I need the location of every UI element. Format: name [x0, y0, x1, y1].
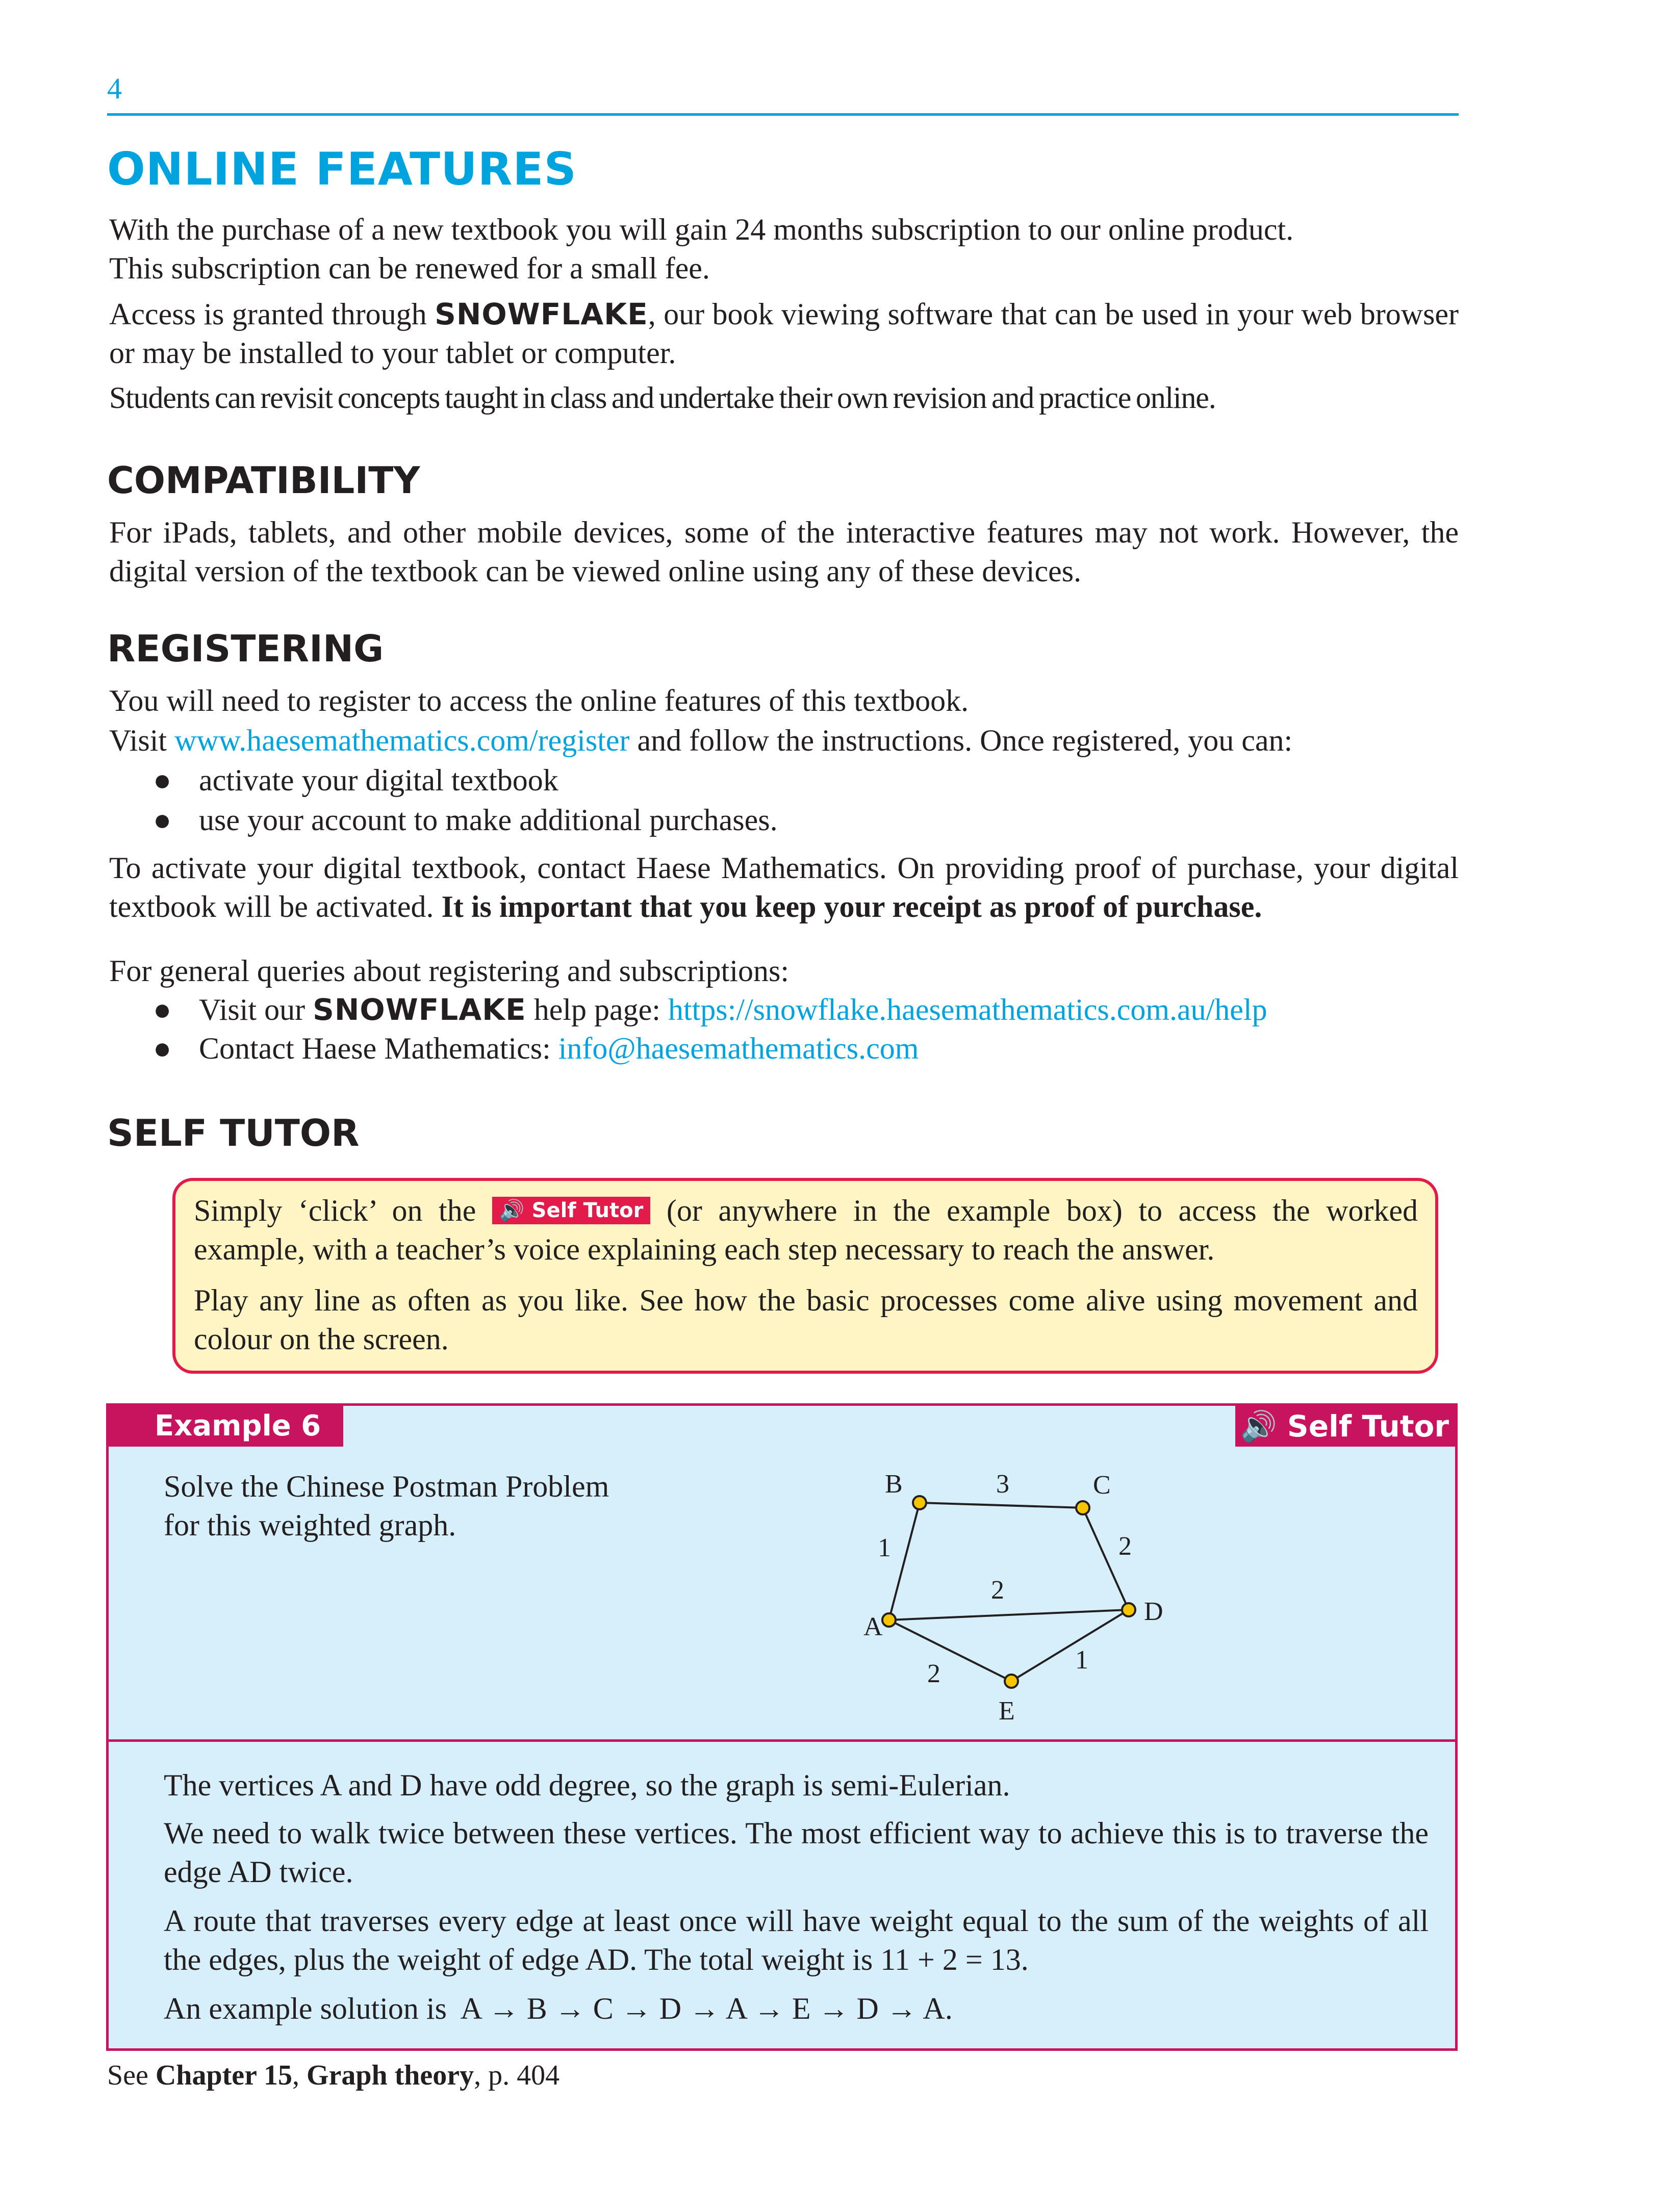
- self-tutor-paragraph-1: Simply ‘click’ on the 🔊 Self Tutor (or anywhere in the example box) to access the worked example, with a teacher’s voice explaining each step necessary to reach the answer.: [194, 1194, 1418, 1266]
- route-vertex: A: [923, 1992, 945, 2025]
- edge-weight-label: 2: [991, 1576, 1004, 1605]
- email-link[interactable]: info@haesemathematics.com: [558, 1032, 919, 1065]
- solution-line-2: We need to walk twice between these vertices. The most efficient way to achieve this is to traverse the edge AD twice.: [164, 1816, 1429, 1889]
- edge-weight-label: 3: [996, 1470, 1009, 1499]
- list-item: ● Visit our SNOWFLAKE help page: https://snowflake.haesemathematics.com.au/help: [153, 990, 1267, 1029]
- header-rule: [107, 113, 1459, 116]
- self-tutor-heading: SELF TUTOR: [107, 1112, 360, 1154]
- chapter-reference: See Chapter 15, Graph theory, p. 404: [107, 2060, 560, 2091]
- edge-weight-label: 2: [1118, 1532, 1132, 1561]
- graph-edge-BC: [920, 1503, 1083, 1508]
- page-title: ONLINE FEATURES: [107, 143, 577, 195]
- edge-weight-label: 1: [1075, 1645, 1088, 1675]
- bullet-icon: ●: [153, 803, 172, 837]
- registering-line-1: You will need to register to access the online features of this textbook.: [109, 684, 969, 717]
- edge-weight-label: 2: [927, 1659, 940, 1688]
- speaker-icon: 🔊: [1240, 1409, 1277, 1444]
- arrow-right-icon: →: [878, 1992, 923, 2025]
- example-box[interactable]: [106, 1403, 1458, 2051]
- graph-vertex-B: [913, 1496, 926, 1509]
- intro-paragraph-2: Access is granted through SNOWFLAKE, our book viewing software that can be used in your web browser or may be installed to your tablet or computer.: [109, 297, 1459, 370]
- list-item: ● Contact Haese Mathematics: info@haesemathematics.com: [153, 1029, 919, 1068]
- intro-paragraph-3: Students can revisit concepts taught in class and undertake their own revision and practice online.: [109, 381, 1216, 415]
- bullet-icon: ●: [153, 993, 172, 1026]
- arrow-right-icon: →: [746, 1992, 792, 2025]
- example-self-tutor-button[interactable]: 🔊 Self Tutor: [1235, 1406, 1456, 1447]
- intro-paragraph-1: With the purchase of a new textbook you will gain 24 months subscription to our online product. This subscription can be renewed for a small fee.: [109, 213, 1294, 285]
- registering-visit-line: Visit www.haesemathematics.com/register and follow the instructions. Once registered, you can:: [109, 724, 1293, 757]
- self-tutor-info-box: [172, 1178, 1438, 1374]
- route-vertex: C: [593, 1992, 614, 2025]
- weighted-graph: [843, 1462, 1302, 1727]
- vertex-label: D: [1144, 1597, 1163, 1626]
- list-item: ● activate your digital textbook: [153, 761, 558, 800]
- activate-paragraph: To activate your digital textbook, contact Haese Mathematics. On providing proof of purchase, your digital textbook will be activated. It is important that you keep your receipt as proof of purchase.: [109, 851, 1459, 923]
- route-vertex: D: [856, 1992, 879, 2025]
- graph-edge-ED: [1011, 1610, 1129, 1681]
- vertex-label: C: [1093, 1471, 1111, 1500]
- arrow-right-icon: →: [480, 1992, 527, 2025]
- example-divider: [109, 1739, 1455, 1742]
- self-tutor-button[interactable]: 🔊 Self Tutor: [492, 1197, 650, 1224]
- vertex-label: A: [863, 1612, 883, 1641]
- registering-heading: REGISTERING: [107, 627, 384, 670]
- graph-vertex-D: [1122, 1603, 1135, 1616]
- vertex-label: E: [999, 1696, 1015, 1726]
- compatibility-heading: COMPATIBILITY: [107, 459, 420, 502]
- register-link[interactable]: www.haesemathematics.com/register: [174, 724, 630, 757]
- snowflake-brand: SNOWFLAKE: [435, 297, 648, 331]
- graph-edge-AE: [889, 1620, 1011, 1681]
- solution-line-3: A route that traverses every edge at least once will have weight equal to the sum of the weights of all the edges, plus the weight of edge AD. The total weight is 11 + 2 = 13.: [164, 1904, 1429, 1976]
- arrow-right-icon: →: [547, 1992, 593, 2025]
- compatibility-text: For iPads, tablets, and other mobile devices, some of the interactive features may not work. However, the digital version of the textbook can be viewed online using any of these devices.: [109, 516, 1459, 588]
- solution-line-1: The vertices A and D have odd degree, so the graph is semi-Eulerian.: [164, 1768, 1010, 1802]
- arrow-right-icon: →: [613, 1992, 659, 2025]
- speaker-icon: 🔊: [499, 1199, 525, 1223]
- edge-weight-label: 1: [878, 1533, 891, 1562]
- route-vertex: D: [659, 1992, 682, 2025]
- graph-edge-AD: [889, 1610, 1129, 1620]
- route-vertex: B: [526, 1992, 547, 2025]
- self-tutor-paragraph-2: Play any line as often as you like. See how the basic processes come alive using movement and colour on the screen.: [194, 1283, 1418, 1356]
- route-vertex: E: [792, 1992, 811, 2025]
- vertex-label: B: [885, 1470, 903, 1499]
- page-number: 4: [107, 72, 122, 105]
- solution-line-4: An example solution is A → B → C → D → A → E → D → A.: [164, 1992, 953, 2025]
- route-vertex: A: [460, 1992, 481, 2025]
- queries-line: For general queries about registering and subscriptions:: [109, 954, 790, 988]
- solution-route: [461, 1992, 945, 2025]
- bullet-icon: ●: [153, 1032, 172, 1065]
- list-item: ● use your account to make additional purchases.: [153, 801, 778, 839]
- snowflake-brand: SNOWFLAKE: [313, 992, 526, 1027]
- graph-edge-AB: [889, 1503, 920, 1620]
- graph-vertex-C: [1076, 1501, 1089, 1514]
- example-question: Solve the Chinese Postman Problem for this weighted graph.: [164, 1470, 609, 1542]
- help-page-link[interactable]: https://snowflake.haesemathematics.com.au/help: [668, 993, 1267, 1026]
- arrow-right-icon: →: [810, 1992, 857, 2025]
- example-label: Example 6: [109, 1406, 343, 1447]
- arrow-right-icon: →: [681, 1992, 726, 2025]
- graph-vertex-A: [882, 1613, 896, 1627]
- bullet-icon: ●: [153, 763, 172, 797]
- route-vertex: A: [725, 1992, 746, 2025]
- graph-vertex-E: [1005, 1675, 1018, 1688]
